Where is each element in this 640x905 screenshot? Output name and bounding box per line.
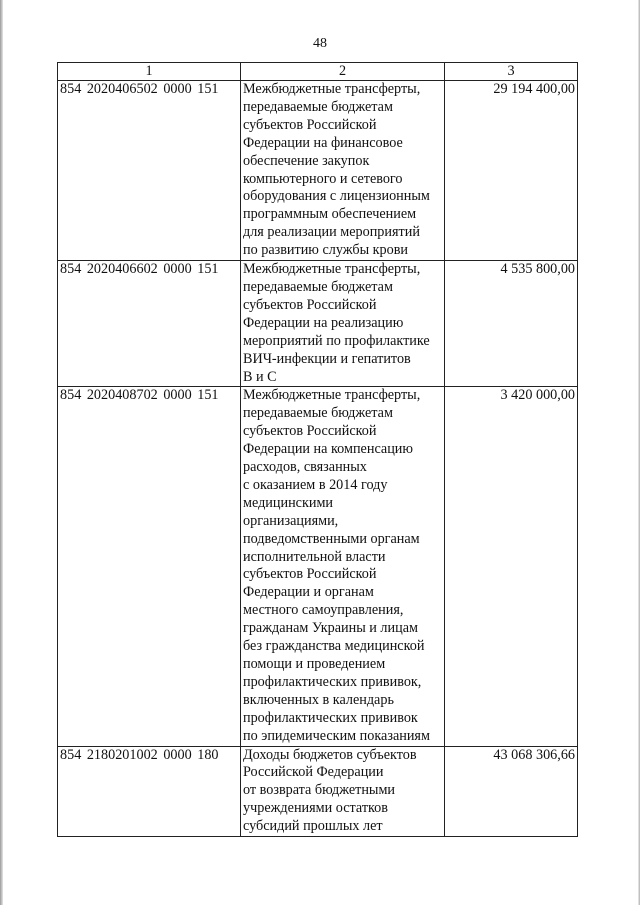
scan-edge-left bbox=[0, 0, 3, 905]
table-row bbox=[58, 81, 578, 261]
table-row bbox=[58, 261, 578, 387]
row-code: 854 2180201002 0000 180 bbox=[58, 746, 241, 837]
column-header-amount: 3 bbox=[445, 63, 578, 81]
row-code: 854 2020408702 0000 151 bbox=[58, 387, 241, 746]
table-row bbox=[58, 746, 578, 837]
row-amount: 43 068 306,66 bbox=[445, 746, 578, 837]
row-amount: 4 535 800,00 bbox=[445, 261, 578, 387]
page-number: 48 bbox=[313, 36, 327, 51]
header-row bbox=[58, 63, 578, 81]
column-header-name: 2 bbox=[241, 63, 445, 81]
table-header bbox=[58, 63, 578, 81]
row-name: Межбюджетные трансферты, передаваемые бюджетам субъектов Российской Федерации на финансовое обеспечение закупок компьютерного и сетевого оборудования с лицензионным программным обеспечением для реализации мероприятий по развитию службы крови bbox=[241, 81, 445, 261]
row-amount: 29 194 400,00 bbox=[445, 81, 578, 261]
table-body bbox=[58, 81, 578, 837]
row-amount: 3 420 000,00 bbox=[445, 387, 578, 746]
budget-revenue-table bbox=[57, 62, 578, 837]
row-name: Межбюджетные трансферты, передаваемые бюджетам субъектов Российской Федерации на компенсацию расходов, связанных с оказанием в 2014 году медицинскими организациями, подведомственными органам исполнительной власти субъектов Российской Федерации и органам местного самоуправления, гражданам Украины и лицам без гражданства медицинской помощи и проведением профилактических прививок, включенных в календарь профилактических прививок по эпидемическим показаниям bbox=[241, 387, 445, 746]
row-name: Межбюджетные трансферты, передаваемые бюджетам субъектов Российской Федерации на реализацию мероприятий по профилактике ВИЧ-инфекции и гепатитов В и С bbox=[241, 261, 445, 387]
row-name: Доходы бюджетов субъектов Российской Федерации от возврата бюджетными учреждениями остатков субсидий прошлых лет bbox=[241, 746, 445, 837]
row-code: 854 2020406602 0000 151 bbox=[58, 261, 241, 387]
row-code: 854 2020406502 0000 151 bbox=[58, 81, 241, 261]
column-header-code: 1 bbox=[58, 63, 241, 81]
table-row bbox=[58, 387, 578, 746]
